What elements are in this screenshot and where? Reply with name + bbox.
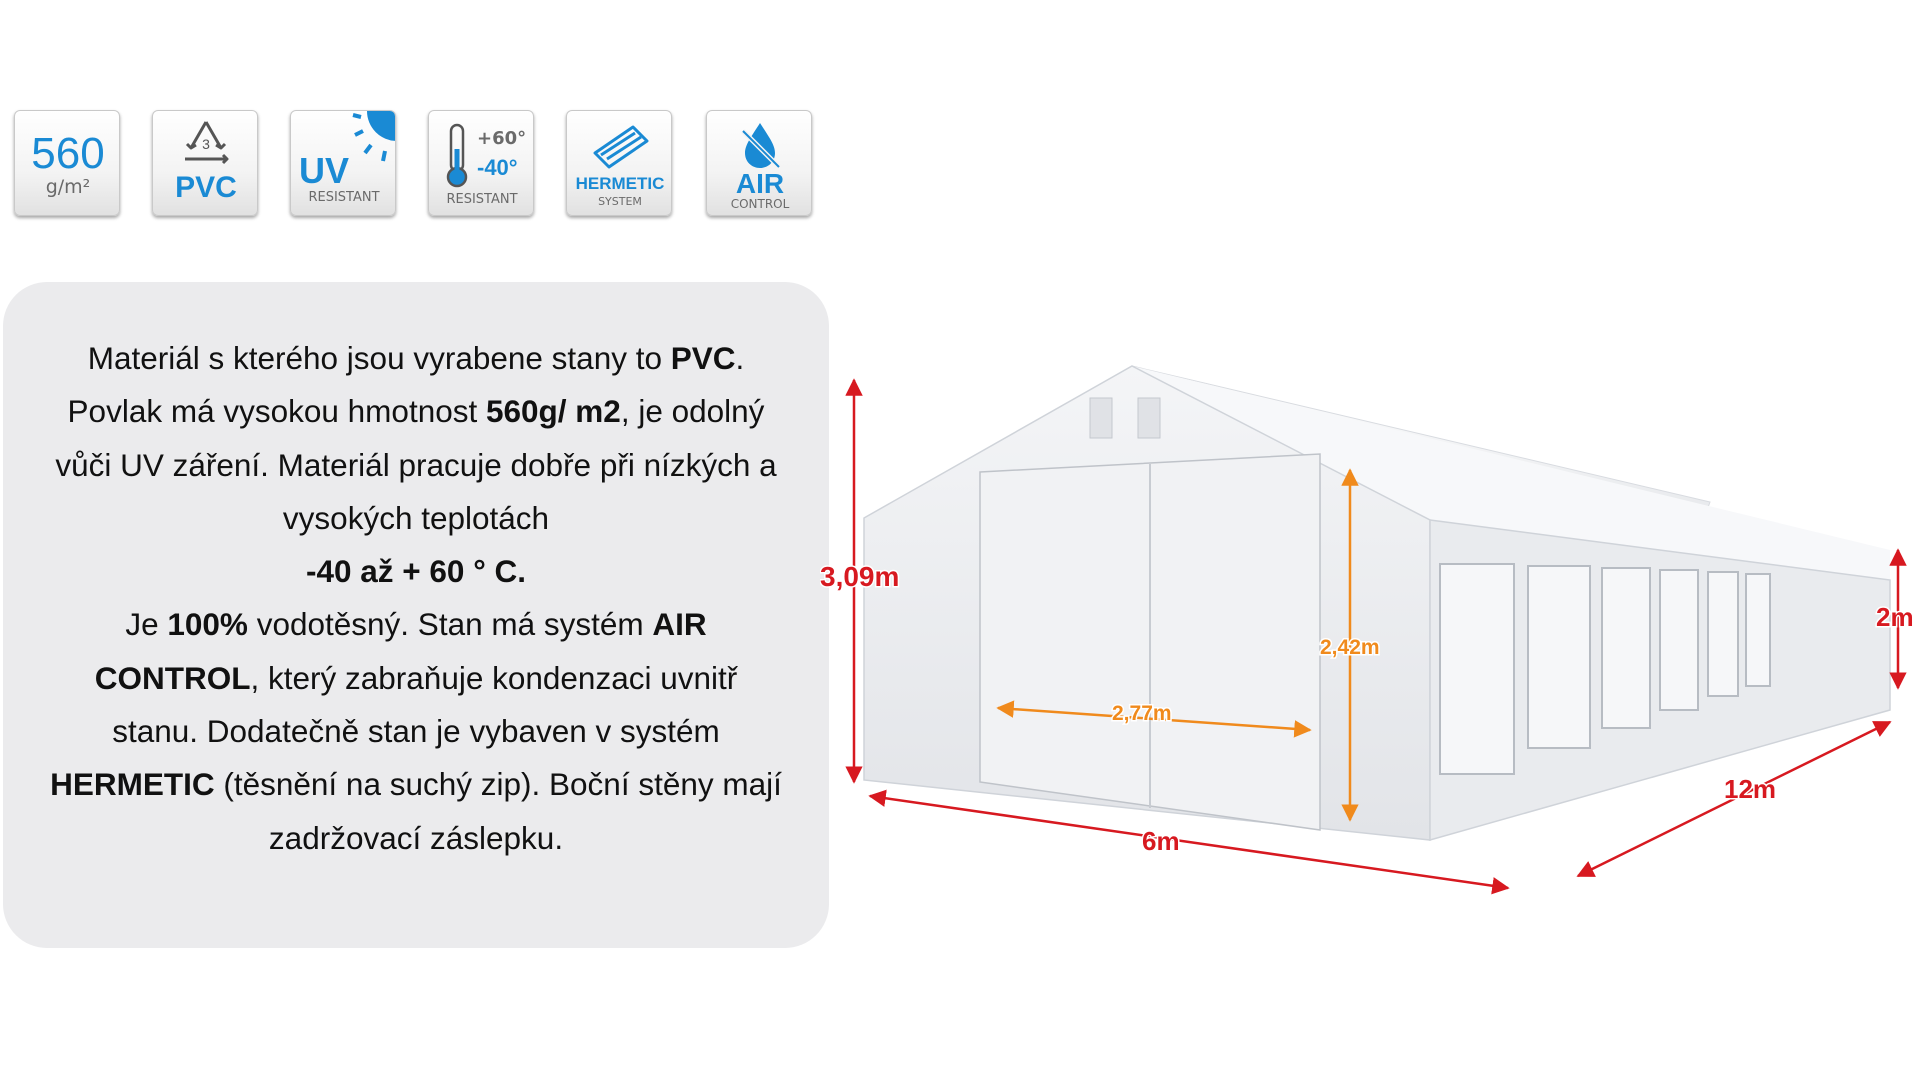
desc-text-4: Je (125, 606, 168, 643)
weight-icon (15, 111, 120, 216)
weight-unit: g/m² (45, 176, 91, 198)
temperature-badge (428, 110, 534, 216)
pvc-badge (152, 110, 258, 216)
width-label: 6m (1142, 826, 1180, 856)
thermometer-icon (429, 111, 534, 216)
desc-bold-waterproof: 100% (167, 606, 248, 643)
desc-bold-pvc: PVC (670, 340, 736, 376)
weight-badge (14, 110, 120, 216)
total-height-label: 3,09m (820, 561, 900, 592)
uv-badge (290, 110, 396, 216)
desc-text-6: , který zabraňuje kondenzaci uvnitř stanu. Dodatečně stan je vybaven v systém (112, 659, 738, 750)
hermetic-sub: SYSTEM (598, 195, 642, 208)
description-text (49, 332, 783, 865)
door-width-label: 2,77m (1112, 702, 1172, 725)
weight-value: 560 (31, 129, 105, 178)
recycle-number: 3 (202, 136, 210, 152)
air-sub: CONTROL (730, 197, 790, 211)
hermetic-badge (566, 110, 672, 216)
air-label: AIR (735, 168, 785, 199)
side-height-label: 2m (1876, 602, 1914, 632)
desc-text-2: . Povlak má vysokou hmotnost (67, 340, 745, 430)
length-label: 12m (1724, 774, 1777, 804)
desc-bold-air-control: AIR CONTROL (94, 606, 707, 696)
sun-icon (291, 111, 396, 216)
desc-bold-hermetic: HERMETIC (50, 766, 215, 803)
description-panel (3, 282, 829, 948)
drop-crossed-icon (707, 111, 812, 216)
tent-illustration (820, 350, 1920, 910)
feature-badges (14, 110, 834, 220)
desc-text-7: (těsnění na suchý zip). Boční stěny mají zadržovací záslepku. (214, 766, 782, 856)
uv-sub: RESISTANT (308, 190, 380, 205)
temp-low: -40° (477, 155, 518, 180)
zipper-icon (567, 111, 672, 216)
door-height-label: 2,42m (1320, 636, 1380, 659)
recycle-icon (153, 111, 258, 216)
air-control-badge (706, 110, 812, 216)
pvc-label: PVC (175, 171, 237, 204)
temp-sub: RESISTANT (446, 192, 518, 207)
temp-high: +60° (477, 128, 527, 149)
desc-text-1: Materiál s kterého jsou vyrabene stany to (87, 340, 671, 376)
desc-text-3: , je odolný vůči UV záření. Materiál pracuje dobře při nízkých a vysokých teplotách (55, 393, 777, 536)
desc-bold-weight: 560g/ m2 (485, 393, 621, 430)
uv-label: UV (299, 150, 350, 191)
desc-text-5: vodotěsný. Stan má systém (247, 606, 653, 643)
hermetic-label: HERMETIC (575, 174, 665, 193)
desc-bold-temperature: -40 až + 60 ° C. (305, 553, 527, 590)
